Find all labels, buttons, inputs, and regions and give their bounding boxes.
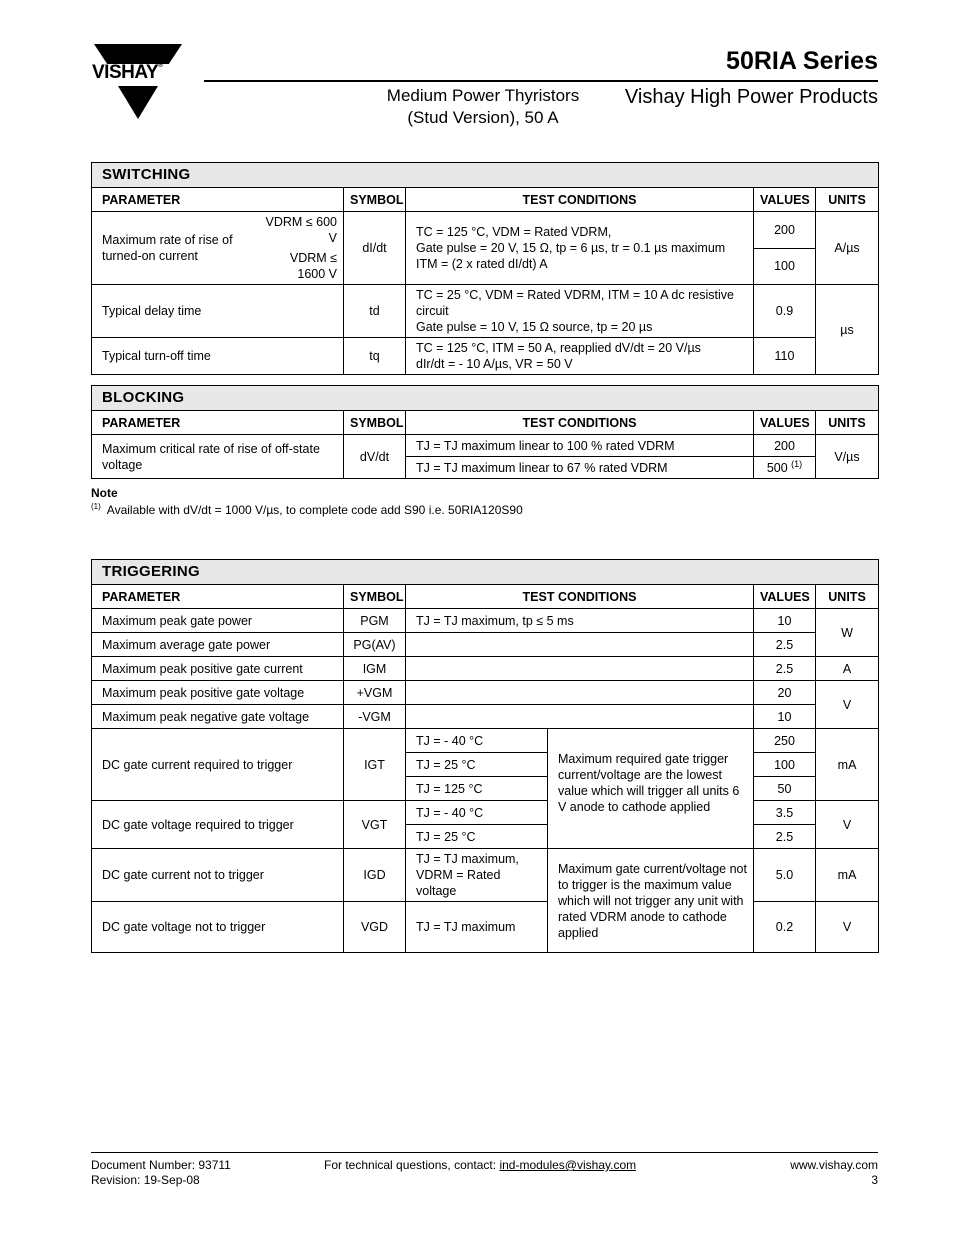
symbol-cell: -VGM [344, 705, 406, 729]
table-header-row [92, 585, 879, 609]
units-cell: µs [816, 285, 879, 375]
test-line: Gate pulse = 20 V, 15 Ω, tp = 6 µs, tr = 0.1 µs maximum [416, 241, 726, 255]
units-cell: A [816, 657, 879, 681]
value-cell: 5.0 [754, 849, 816, 902]
test-line: Gate pulse = 10 V, 15 Ω source, tp = 20 µs [416, 320, 653, 334]
subtitle-line-2: (Stud Version), 50 A [407, 108, 559, 127]
symbol-cell: +VGM [344, 681, 406, 705]
value-cell: 250 [754, 729, 816, 753]
table-header-row [92, 411, 879, 435]
series-title: 50RIA Series [726, 47, 878, 75]
col-parameter: PARAMETER [92, 411, 344, 435]
col-test-conditions: TEST CONDITIONS [406, 411, 754, 435]
table-row [92, 633, 879, 657]
blocking-table [91, 385, 879, 479]
param-cell: Typical delay time [92, 285, 344, 338]
col-units: UNITS [816, 411, 879, 435]
condition-cell: VDRM ≤ 600 V [254, 212, 344, 249]
header-rule [204, 80, 878, 82]
condition-cell: TJ = 25 °C [406, 825, 548, 849]
condition-cell: TJ = 25 °C [406, 753, 548, 777]
param-cell: DC gate current required to trigger [92, 729, 344, 801]
col-units: UNITS [816, 188, 879, 212]
units-cell: V [816, 801, 879, 849]
value-cell: 20 [754, 681, 816, 705]
test-cell [406, 633, 754, 657]
footer-website [790, 1158, 878, 1188]
symbol-cell: IGT [344, 729, 406, 801]
col-values: VALUES [754, 411, 816, 435]
subtitle-line-1: Medium Power Thyristors [386, 86, 580, 105]
param-cell: DC gate current not to trigger [92, 849, 344, 902]
table-row [92, 729, 879, 753]
table-row [92, 681, 879, 705]
value-cell: 200 [754, 435, 816, 457]
table-row [92, 212, 879, 249]
param-cell: Maximum peak gate power [92, 609, 344, 633]
value-cell: 10 [754, 609, 816, 633]
symbol-cell: td [344, 285, 406, 338]
test-cell [406, 285, 754, 338]
switching-table [91, 162, 879, 375]
symbol-cell: dI/dt [344, 212, 406, 285]
value-cell: 100 [754, 753, 816, 777]
value-cell: 200 [754, 212, 816, 249]
value-text: 500 [766, 460, 788, 475]
symbol-cell: IGD [344, 849, 406, 902]
footnote-marker: (1) [91, 502, 101, 511]
test-cell: TJ = TJ maximum linear to 67 % rated VDRM [406, 457, 754, 479]
footer-contact [324, 1158, 636, 1173]
col-parameter: PARAMETER [92, 188, 344, 212]
col-symbol: SYMBOL [344, 411, 406, 435]
param-cell: Maximum critical rate of rise of off-state voltage [92, 435, 344, 479]
test-line: ITM = (2 x rated dI/dt) A [416, 257, 548, 271]
col-units: UNITS [816, 585, 879, 609]
param-cell: Maximum peak negative gate voltage [92, 705, 344, 729]
value-cell: 0.2 [754, 902, 816, 953]
test-cell [406, 338, 754, 375]
param-cell: Maximum rate of rise of turned-on current [92, 212, 254, 285]
col-test-conditions: TEST CONDITIONS [406, 585, 754, 609]
contact-prefix: For technical questions, contact: [324, 1158, 500, 1172]
test-cell [406, 657, 754, 681]
value-cell: 50 [754, 777, 816, 801]
test-line: TC = 125 °C, ITM = 50 A, reapplied dV/dt = 20 V/µs [416, 341, 701, 355]
units-cell: mA [816, 849, 879, 902]
value-cell: 2.5 [754, 825, 816, 849]
table-row [92, 849, 879, 902]
brand-line: Vishay High Power Products [624, 86, 878, 108]
units-cell: V [816, 681, 879, 729]
value-cell: 110 [754, 338, 816, 375]
col-parameter: PARAMETER [92, 585, 344, 609]
value-cell: 2.5 [754, 657, 816, 681]
footer-document-info [91, 1158, 231, 1188]
note-text [91, 503, 523, 517]
value-cell: 100 [754, 248, 816, 285]
table-row [92, 902, 879, 953]
col-symbol: SYMBOL [344, 188, 406, 212]
col-test-conditions: TEST CONDITIONS [406, 188, 754, 212]
table-row [92, 801, 879, 825]
note-body: Available with dV/dt = 1000 V/µs, to complete code add S90 i.e. 50RIA120S90 [106, 503, 523, 517]
document-number: Document Number: 93711 [91, 1158, 231, 1172]
units-cell: V/µs [816, 435, 879, 479]
test-cell: TJ = TJ maximum, tp ≤ 5 ms [406, 609, 754, 633]
param-cell: Maximum peak positive gate current [92, 657, 344, 681]
symbol-cell: IGM [344, 657, 406, 681]
units-cell: A/µs [816, 212, 879, 285]
value-cell: 10 [754, 705, 816, 729]
value-cell: 0.9 [754, 285, 816, 338]
logo-triangle-bottom [118, 86, 158, 119]
symbol-cell: PGM [344, 609, 406, 633]
switching-title: SWITCHING [92, 163, 879, 188]
param-cell: Typical turn-off time [92, 338, 344, 375]
units-cell: mA [816, 729, 879, 801]
note-label: Note [91, 486, 118, 500]
param-cell: DC gate voltage not to trigger [92, 902, 344, 953]
test-line: dIr/dt = - 10 A/µs, VR = 50 V [416, 357, 573, 371]
condition-line: TJ = TJ maximum, [416, 852, 519, 866]
test-cell [406, 681, 754, 705]
symbol-cell: PG(AV) [344, 633, 406, 657]
contact-email-link[interactable]: ind-modules@vishay.com [499, 1158, 637, 1172]
test-cell [406, 212, 754, 285]
param-cell: Maximum peak positive gate voltage [92, 681, 344, 705]
condition-cell: TJ = 125 °C [406, 777, 548, 801]
table-row [92, 435, 879, 457]
logo-triangle-top [94, 44, 182, 64]
test-cell [406, 705, 754, 729]
condition-line: VDRM = Rated voltage [416, 868, 501, 898]
website-link[interactable]: www.vishay.com [790, 1158, 878, 1172]
page-number: 3 [871, 1173, 878, 1187]
value-cell: 2.5 [754, 633, 816, 657]
test-line: TC = 125 °C, VDM = Rated VDRM, [416, 225, 612, 239]
value-cell [754, 457, 816, 479]
symbol-cell: VGT [344, 801, 406, 849]
footnote-marker: (1) [791, 458, 803, 469]
condition-cell: TJ = - 40 °C [406, 729, 548, 753]
table-row [92, 657, 879, 681]
symbol-cell: tq [344, 338, 406, 375]
col-symbol: SYMBOL [344, 585, 406, 609]
table-row [92, 609, 879, 633]
condition-cell: VDRM ≤ 1600 V [254, 248, 344, 285]
table-row [92, 338, 879, 375]
blocking-title: BLOCKING [92, 386, 879, 411]
vishay-logo: VISHAY® [92, 62, 163, 83]
units-cell: W [816, 609, 879, 657]
notrigger-note-cell: Maximum gate current/voltage not to trigger is the maximum value which will not trigger any unit with rated VDRM anode to cathode applied [548, 849, 754, 953]
document-subtitle [372, 85, 594, 129]
table-row [92, 705, 879, 729]
table-header-row [92, 188, 879, 212]
col-values: VALUES [754, 188, 816, 212]
condition-cell: TJ = TJ maximum [406, 902, 548, 953]
param-cell: DC gate voltage required to trigger [92, 801, 344, 849]
revision: Revision: 19-Sep-08 [91, 1173, 200, 1187]
test-cell: TJ = TJ maximum linear to 100 % rated VDRM [406, 435, 754, 457]
condition-cell [406, 849, 548, 902]
test-line: TC = 25 °C, VDM = Rated VDRM, ITM = 10 A dc resistive circuit [416, 288, 734, 318]
param-cell: Maximum average gate power [92, 633, 344, 657]
symbol-cell: VGD [344, 902, 406, 953]
value-cell: 3.5 [754, 801, 816, 825]
condition-cell: TJ = - 40 °C [406, 801, 548, 825]
triggering-table [91, 559, 879, 953]
footer-rule [91, 1152, 878, 1153]
symbol-cell: dV/dt [344, 435, 406, 479]
trigger-note-cell: Maximum required gate trigger current/voltage are the lowest value which will trigger all units 6 V anode to cathode applied [548, 729, 754, 849]
units-cell: V [816, 902, 879, 953]
triggering-title: TRIGGERING [92, 560, 879, 585]
col-values: VALUES [754, 585, 816, 609]
table-row [92, 285, 879, 338]
